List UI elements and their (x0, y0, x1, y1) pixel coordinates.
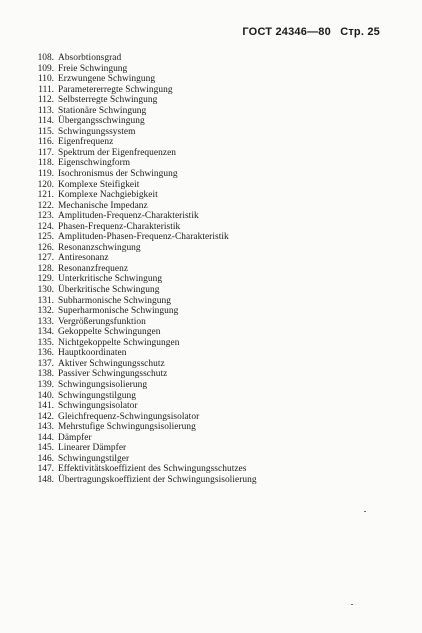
term-number: 137. (37, 358, 54, 369)
standard-number: ГОСТ 24346—80 (242, 26, 331, 38)
term-item (30, 116, 257, 127)
term-item (30, 201, 257, 212)
term-item (30, 106, 257, 117)
scan-speck (364, 511, 366, 512)
term-number: 120. (37, 179, 54, 190)
term-item (30, 127, 257, 138)
term-number: 144. (37, 432, 54, 443)
term-number: 130. (37, 285, 54, 296)
term-item (30, 327, 257, 338)
term-item (30, 443, 257, 454)
term-text: Linearer Dämpfer (58, 443, 127, 454)
term-number: 148. (37, 474, 54, 485)
term-item (30, 264, 257, 275)
term-text: Amplituden-Phasen-Frequenz-Charakteristik (58, 232, 229, 243)
term-item (30, 53, 257, 64)
term-number: 145. (37, 443, 54, 454)
term-number: 124. (37, 221, 54, 232)
term-number: 109. (37, 63, 54, 74)
term-number: 127. (37, 253, 54, 264)
term-number: 131. (37, 295, 54, 306)
term-item (30, 243, 257, 254)
term-text: Überkritische Schwingung (58, 285, 160, 296)
term-text: Resonanzschwingung (58, 242, 141, 253)
term-text: Unterkritische Schwingung (58, 274, 163, 285)
scan-speck (351, 604, 353, 605)
term-item (30, 222, 257, 233)
term-item (30, 137, 257, 148)
term-item (30, 338, 257, 349)
term-item (30, 433, 257, 444)
term-item (30, 285, 257, 296)
term-text: Übertragungskoeffizient der Schwingungsisolierung (58, 474, 257, 485)
term-number: 123. (37, 211, 54, 222)
term-number: 108. (37, 53, 54, 63)
term-item (30, 464, 257, 475)
term-number: 138. (37, 369, 54, 380)
term-number: 132. (37, 306, 54, 317)
term-number: 147. (37, 464, 54, 475)
term-number: 118. (37, 158, 54, 169)
term-number: 121. (37, 190, 54, 201)
term-text: Parametererregte Schwingung (58, 84, 173, 95)
term-number: 117. (37, 147, 54, 158)
term-text: Effektivitätskoeffizient des Schwingungsschutzes (58, 464, 247, 475)
term-number: 116. (37, 137, 54, 148)
term-number: 142. (37, 411, 54, 422)
term-item (30, 190, 257, 201)
term-item (30, 148, 257, 159)
term-item (30, 348, 257, 359)
term-text: Komplexe Nachgiebigkeit (58, 190, 158, 201)
term-text: Schwingungsisolierung (58, 379, 148, 390)
term-item (30, 64, 257, 75)
term-item (30, 306, 257, 317)
term-number: 143. (37, 422, 54, 433)
term-item (30, 274, 257, 285)
term-text: Gekoppelte Schwingungen (58, 327, 161, 338)
term-item (30, 158, 257, 169)
term-item (30, 95, 257, 106)
term-text: Stationäre Schwingung (58, 105, 147, 116)
term-text: Absorbtionsgrad (58, 53, 122, 63)
term-list (30, 53, 257, 485)
term-text: Phasen-Frequenz-Charakteristik (58, 221, 181, 232)
term-text: Gleichfrequenz-Schwingungsisolator (58, 411, 200, 422)
term-item (30, 422, 257, 433)
term-text: Spektrum der Eigenfrequenzen (58, 147, 177, 158)
term-text: Dämpfer (58, 432, 92, 443)
term-number: 128. (37, 263, 54, 274)
term-item (30, 232, 257, 243)
term-text: Eigenschwingform (58, 158, 131, 169)
term-number: 146. (37, 453, 54, 464)
term-number: 111. (38, 84, 54, 95)
term-number: 119. (37, 169, 54, 180)
term-item (30, 391, 257, 402)
term-item (30, 169, 257, 180)
term-text: Schwingungsisolator (58, 401, 138, 412)
term-text: Erzwungene Schwingung (58, 74, 156, 85)
term-text: Aktiver Schwingungsschutz (58, 358, 165, 369)
page-number: Стр. 25 (340, 26, 380, 38)
term-text: Freie Schwingung (58, 63, 128, 74)
term-text: Hauptkoordinaten (58, 348, 127, 359)
term-number: 135. (37, 337, 54, 348)
term-number: 141. (37, 401, 54, 412)
term-number: 114. (37, 116, 54, 127)
term-number: 115. (37, 126, 54, 137)
term-text: Schwingungstilgung (58, 390, 136, 401)
term-text: Superharmonische Schwingung (58, 306, 179, 317)
term-text: Amplituden-Frequenz-Charakteristik (58, 211, 199, 222)
term-text: Schwingungstilger (58, 453, 130, 464)
term-number: 140. (37, 390, 54, 401)
term-text: Komplexe Steifigkeit (58, 179, 140, 190)
term-item (30, 369, 257, 380)
term-text: Nichtgekoppelte Schwingungen (58, 337, 180, 348)
term-text: Mechanische Impedanz (58, 200, 148, 211)
term-item (30, 380, 257, 391)
term-item (30, 401, 257, 412)
term-item (30, 85, 257, 96)
term-number: 113. (37, 105, 54, 116)
term-number: 125. (37, 232, 54, 243)
term-number: 133. (37, 316, 54, 327)
term-text: Antiresonanz (58, 253, 109, 264)
term-number: 129. (37, 274, 54, 285)
term-item (30, 412, 257, 423)
term-number: 110. (37, 74, 54, 85)
term-item (30, 180, 257, 191)
term-item (30, 359, 257, 370)
term-number: 134. (37, 327, 54, 338)
term-item (30, 211, 257, 222)
term-item (30, 253, 257, 264)
term-text: Resonanzfrequenz (58, 263, 129, 274)
term-item (30, 317, 257, 328)
term-number: 112. (37, 95, 54, 106)
term-text: Mehrstufige Schwingungsisolierung (58, 422, 196, 433)
page-header (242, 26, 380, 38)
term-text: Isochronismus der Schwingung (58, 169, 178, 180)
term-text: Übergangsschwingung (58, 116, 145, 127)
term-number: 139. (37, 379, 54, 390)
term-text: Schwingungssystem (58, 126, 136, 137)
term-item (30, 454, 257, 465)
term-number: 136. (37, 348, 54, 359)
term-number: 122. (37, 200, 54, 211)
term-text: Subharmonische Schwingung (58, 295, 171, 306)
term-text: Passiver Schwingungsschutz (58, 369, 168, 380)
term-item (30, 475, 257, 486)
term-item (30, 74, 257, 85)
term-text: Vergrößerungsfunktion (58, 316, 146, 327)
term-number: 126. (37, 242, 54, 253)
term-text: Selbsterregte Schwingung (58, 95, 158, 106)
term-text: Eigenfrequenz (58, 137, 114, 148)
term-item (30, 296, 257, 307)
